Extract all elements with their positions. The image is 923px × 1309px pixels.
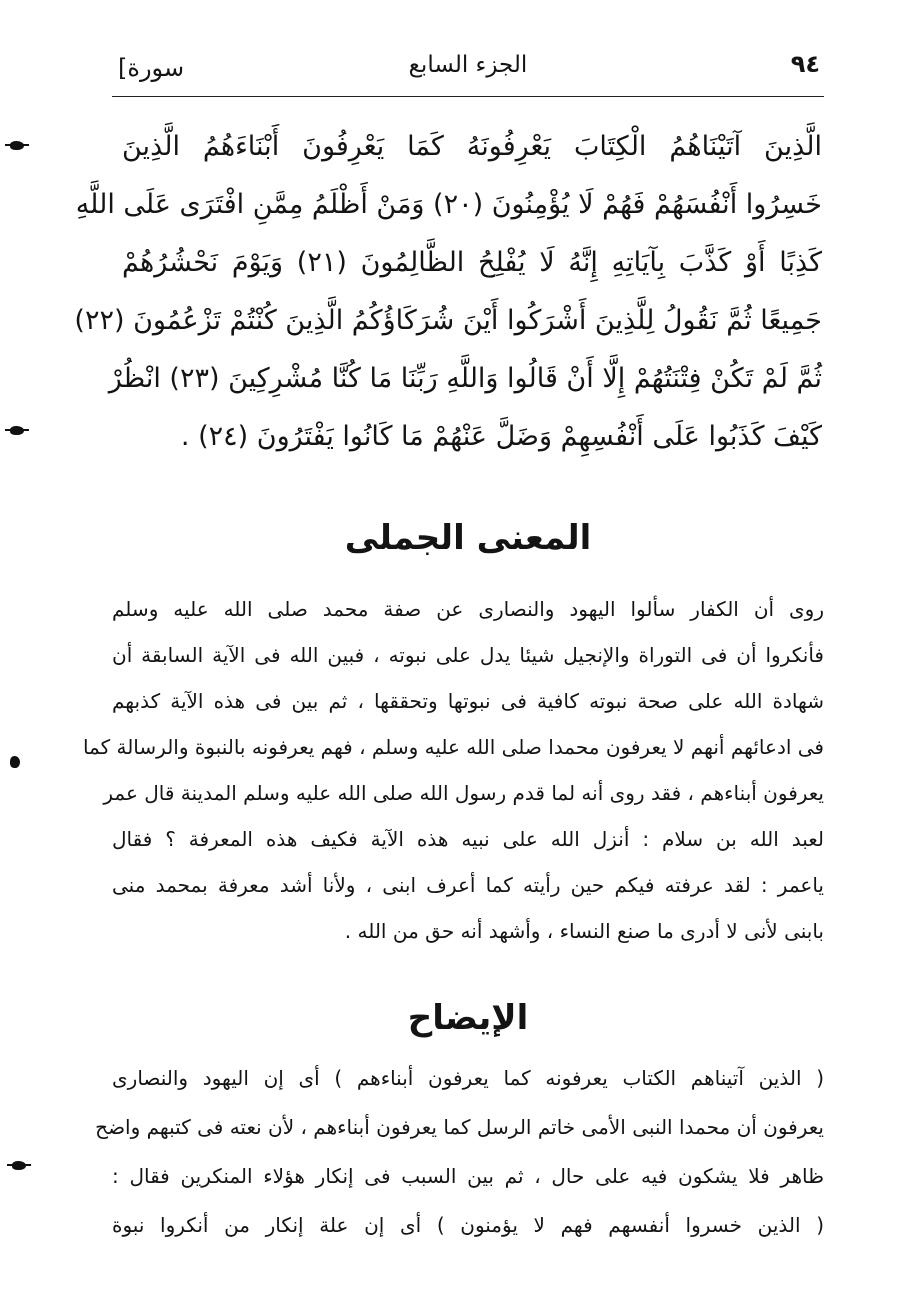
verse-line: جَمِيعًا ثُمَّ نَقُولُ لِلَّذِينَ أَشْرَكُوا أَيْنَ شُرَكَاؤُكُمُ الَّذِينَ كُنْتُمْ تَزْعُمُونَ (٢٢) — [74, 305, 822, 336]
margin-ink-blot — [10, 141, 24, 150]
section-heading-general-meaning: المعنى الجملى — [344, 518, 592, 558]
header-divider — [112, 96, 824, 97]
surah-label: [سورة — [118, 54, 185, 82]
text-line: لعبد الله بن سلام : أنزل الله على نبيه هذه الآية فكيف هذه المعرفة ؟ فقال — [112, 827, 824, 851]
margin-ink-blot — [10, 756, 20, 768]
text-line: ( الذين خسروا أنفسهم فهم لا يؤمنون ) أى إن علة إنكار من أنكروا نبوة — [112, 1213, 824, 1237]
text-line: بابنى لأنى لا أدرى ما صنع النساء ، وأشهد أنه حق من الله . — [344, 919, 824, 943]
text-line: فى ادعائهم أنهم لا يعرفون محمدا صلى الله عليه وسلم ، فهم يعرفونه بالنبوة والرسالة كما — [82, 735, 824, 759]
text-line: ظاهر فلا يشكون فيه على حال ، ثم بين السبب فى إنكار هؤلاء المنكرين فقال : — [112, 1164, 824, 1188]
explanation-text — [95, 1054, 824, 1250]
juz-title: الجزء السابع — [408, 52, 528, 78]
section-heading-explanation: الإيضاح — [407, 998, 529, 1038]
text-line: ( الذين آتيناهم الكتاب يعرفونه كما يعرفون أبناءهم ) أى إن اليهود والنصارى — [112, 1066, 824, 1090]
quran-verses — [74, 118, 822, 466]
page-number: ٩٤ — [790, 50, 820, 78]
text-line: ياعمر : لقد عرفته فيكم حين رأيته كما أعرف ابنى ، ولأنا أشد معرفة بمحمد منى — [112, 873, 824, 897]
text-line: فأنكروا أن فى التوراة والإنجيل شيئا يدل على نبوته ، فبين الله فى الآية السابقة أن — [112, 643, 824, 667]
verse-line: خَسِرُوا أَنْفُسَهُمْ فَهُمْ لَا يُؤْمِنُونَ (٢٠) وَمَنْ أَظْلَمُ مِمَّنِ افْتَرَى عَلَى اللَّهِ — [75, 189, 822, 220]
running-header — [112, 44, 824, 94]
verse-line: ثُمَّ لَمْ تَكُنْ فِتْنَتُهُمْ إِلَّا أَنْ قَالُوا وَاللَّهِ رَبِّنَا مَا كُنَّا مُشْرِكِينَ (٢٣) انْظُرْ — [108, 363, 822, 394]
text-line: روى أن الكفار سألوا اليهود والنصارى عن صفة محمد صلى الله عليه وسلم — [112, 597, 824, 621]
verse-line: الَّذِينَ آتَيْنَاهُمُ الْكِتَابَ يَعْرِفُونَهُ كَمَا يَعْرِفُونَ أَبْنَاءَهُمُ الَّذِينَ — [122, 131, 822, 162]
text-line: يعرفون أبناءهم ، فقد روى أنه لما قدم رسول الله صلى الله عليه وسلم المدينة قال عمر — [103, 781, 824, 805]
text-line: شهادة الله على صحة نبوته كافية فى نبوتها وتحققها ، ثم بين فى هذه الآية كذبهم — [112, 689, 824, 713]
verse-line: كَذِبًا أَوْ كَذَّبَ بِآيَاتِهِ إِنَّهُ لَا يُفْلِحُ الظَّالِمُونَ (٢١) وَيَوْمَ نَحْشُرُهُمْ — [122, 247, 822, 278]
verse-line: كَيْفَ كَذَبُوا عَلَى أَنْفُسِهِمْ وَضَلَّ عَنْهُمْ مَا كَانُوا يَفْتَرُونَ (٢٤) . — [180, 421, 822, 452]
general-meaning-text — [82, 586, 824, 954]
margin-ink-blot — [10, 426, 24, 435]
text-line: يعرفون أن محمدا النبى الأمى خاتم الرسل كما يعرفون أبناءهم ، لأن نعته فى كتبهم واضح — [95, 1115, 824, 1139]
margin-ink-blot — [12, 1161, 26, 1170]
